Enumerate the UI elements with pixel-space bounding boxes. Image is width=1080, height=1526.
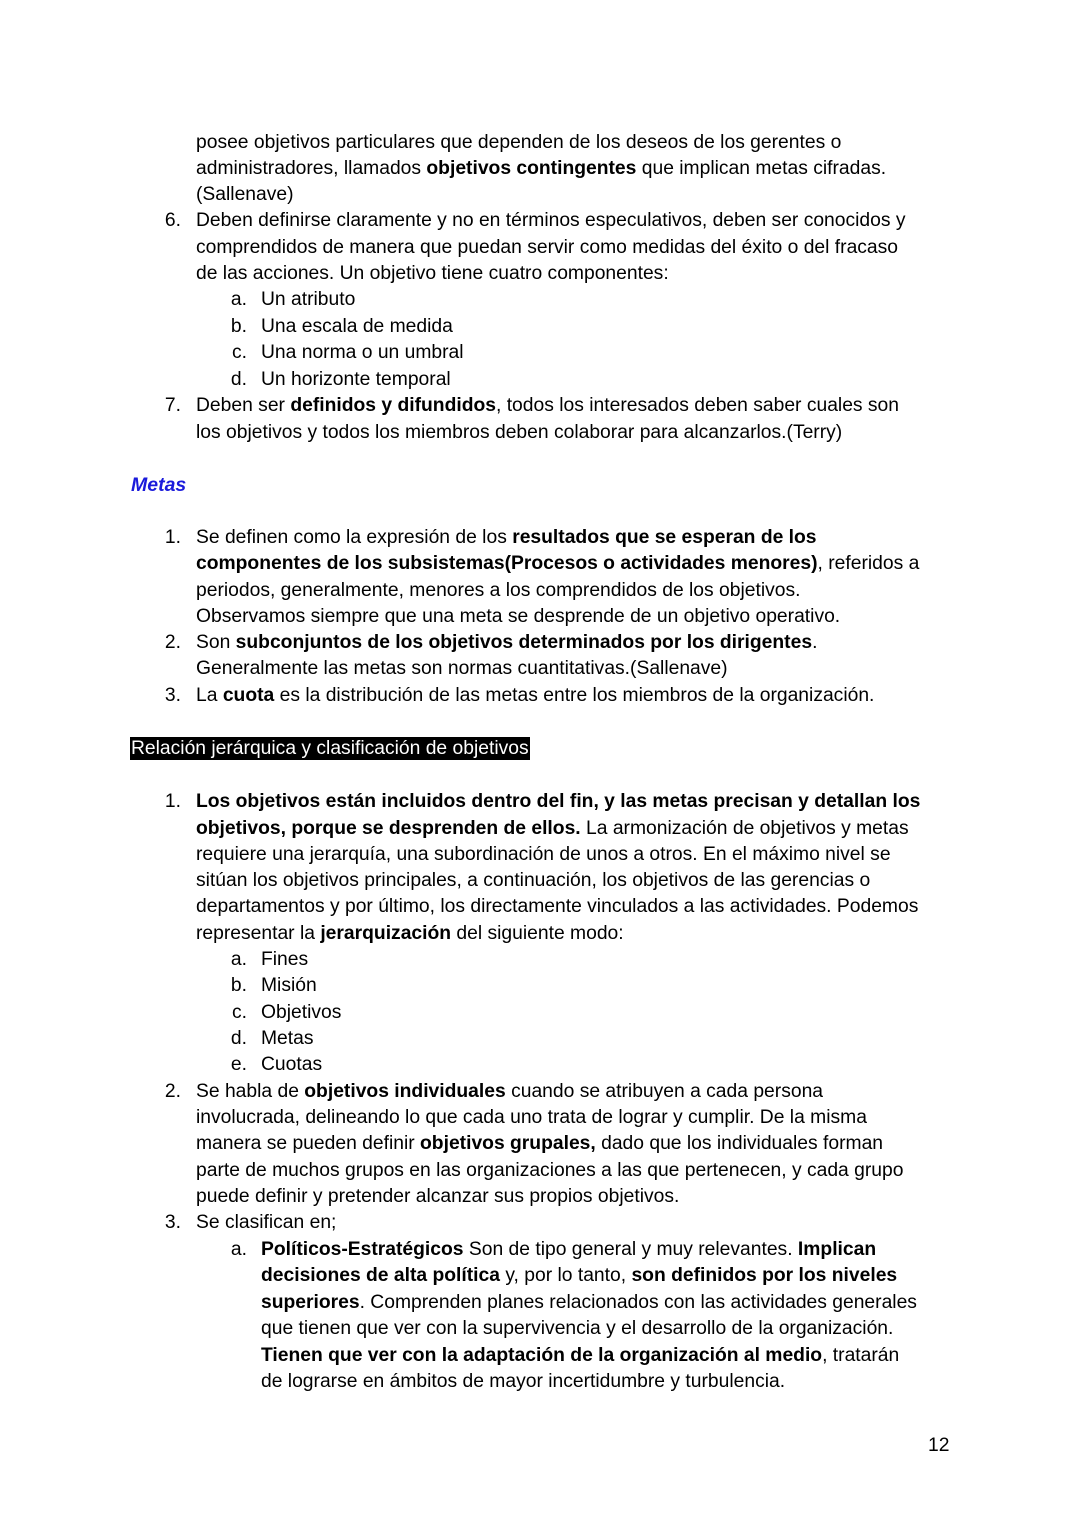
bold-text: objetivos grupales,	[420, 1133, 596, 1154]
text-line	[196, 395, 899, 417]
text-line	[261, 289, 355, 311]
list-marker: c.	[232, 342, 247, 363]
text-run: que implican metas cifradas.	[636, 158, 887, 179]
text-run: manera se pueden definir	[196, 1133, 421, 1154]
text-line	[196, 553, 919, 575]
bold-text: objetivos, porque se desprenden de ellos.	[196, 818, 581, 839]
bold-text: Los objetivos están incluidos dentro del fin, y las metas precisan y detallan los	[196, 791, 921, 812]
text-line	[261, 1054, 322, 1076]
text-line	[261, 1371, 785, 1393]
text-line	[196, 818, 909, 840]
bold-text: Políticos-Estratégicos	[261, 1239, 464, 1260]
text-line	[196, 1107, 867, 1129]
text-run: . Comprenden planes relacionados con las actividades generales	[359, 1292, 917, 1313]
text-line	[196, 632, 817, 654]
list-marker: 3.	[164, 685, 181, 706]
list-marker: 3.	[164, 1212, 181, 1233]
text-line	[261, 1345, 899, 1367]
text-line	[196, 791, 920, 813]
list-marker: 6.	[164, 210, 181, 231]
text-run: los objetivos y todos los miembros deben colaborar para alcanzarlos.(Terry)	[196, 422, 843, 443]
list-marker: 2.	[164, 632, 181, 653]
text-line	[261, 342, 464, 364]
text-run: Una norma o un umbral	[261, 342, 464, 363]
text-run: Se habla de	[196, 1081, 305, 1102]
text-line	[261, 316, 453, 338]
bold-text: cuota	[222, 685, 275, 706]
text-line	[196, 1186, 679, 1208]
text-line	[196, 237, 898, 259]
text-line	[196, 210, 906, 232]
bold-text: objetivos contingentes	[426, 158, 637, 179]
text-line	[261, 369, 451, 391]
text-line	[196, 527, 817, 549]
text-run: La	[196, 685, 223, 706]
text-line	[196, 923, 624, 945]
text-line	[261, 975, 317, 997]
text-run: y, por lo tanto,	[499, 1265, 632, 1286]
list-marker: b.	[230, 975, 247, 996]
text-run: Fines	[261, 949, 309, 970]
text-run: administradores, llamados	[196, 158, 427, 179]
list-marker: d.	[230, 1028, 247, 1049]
text-run: Deben definirse claramente y no en términos especulativos, deben ser conocidos y	[196, 210, 906, 231]
text-line	[196, 132, 841, 154]
text-line	[196, 422, 842, 444]
text-run: Son	[196, 632, 236, 653]
text-line	[196, 896, 918, 918]
text-line	[261, 949, 308, 971]
list-marker: 1.	[164, 791, 181, 812]
text-line	[196, 580, 801, 602]
list-marker: b.	[230, 316, 247, 337]
text-run: es la distribución de las metas entre los miembros de la organización.	[274, 685, 875, 706]
text-run: puede definir y pretender alcanzar sus propios objetivos.	[196, 1186, 680, 1207]
text-line	[196, 158, 886, 180]
list-marker: 2.	[164, 1081, 181, 1102]
text-line	[261, 1318, 893, 1340]
bold-text: son definidos por los niveles	[631, 1265, 898, 1286]
text-run: que tienen que ver con la supervivencia y el desarrollo de la organización.	[261, 1318, 894, 1339]
text-line	[261, 1239, 876, 1261]
text-line	[261, 1028, 314, 1050]
text-line	[261, 1265, 897, 1287]
bold-text: componentes de los subsistemas(Procesos o actividades menores)	[196, 553, 818, 574]
text-run: Son de tipo general y muy relevantes.	[463, 1239, 798, 1260]
text-line	[196, 870, 870, 892]
text-run: Objetivos	[261, 1002, 342, 1023]
text-run: Un horizonte temporal	[261, 369, 451, 390]
text-run: Misión	[261, 975, 317, 996]
bold-text: subconjuntos de los objetivos determinados por los dirigentes	[235, 632, 813, 653]
text-run: Se clasifican en;	[196, 1212, 337, 1233]
text-run: requiere una jerarquía, una subordinación de unos a otros. En el máximo nivel se	[196, 844, 891, 865]
text-run: comprendidos de manera que puedan servir como medidas del éxito o del fracaso	[196, 237, 899, 258]
text-run: cuando se atribuyen a cada persona	[505, 1081, 824, 1102]
text-line	[261, 1292, 917, 1314]
text-run: .	[812, 632, 818, 653]
bold-text: Tienen que ver con la adaptación de la organización al medio	[261, 1345, 823, 1366]
bold-text: resultados que se esperan de los	[512, 527, 817, 548]
text-run: , tratarán	[822, 1345, 900, 1366]
section-heading-metas: Metas	[131, 474, 187, 496]
text-run: involucrada, delineando lo que cada uno trata de lograr y cumplir. De la misma	[196, 1107, 867, 1128]
text-run: Observamos siempre que una meta se desprende de un objetivo operativo.	[196, 606, 841, 627]
text-run: , referidos a	[817, 553, 920, 574]
bold-text: definidos y difundidos	[290, 395, 496, 416]
text-line	[196, 1212, 336, 1234]
text-line	[196, 844, 891, 866]
bold-text: decisiones de alta política	[261, 1265, 500, 1286]
list-marker: c.	[232, 1002, 247, 1023]
text-run: de lograrse en ámbitos de mayor incertidumbre y turbulencia.	[261, 1371, 786, 1392]
text-run: del siguiente modo:	[451, 923, 624, 944]
list-marker: e.	[230, 1054, 247, 1075]
text-line	[196, 606, 840, 628]
bold-text: Implican	[797, 1239, 877, 1260]
text-run: Deben ser	[196, 395, 291, 416]
text-line	[196, 263, 669, 285]
list-marker: d.	[230, 369, 247, 390]
text-line	[196, 685, 874, 707]
text-line	[196, 1160, 903, 1182]
text-run: representar la	[196, 923, 321, 944]
text-run: departamentos y por último, los directamente vinculados a las actividades. Podemos	[196, 896, 919, 917]
text-line	[196, 184, 294, 206]
list-marker: a.	[230, 1239, 247, 1260]
text-run: sitúan los objetivos principales, a continuación, los objetivos de las gerencias o	[196, 870, 871, 891]
section-heading-relacion: Relación jerárquica y clasificación de objetivos	[131, 738, 529, 759]
text-run: dado que los individuales forman	[595, 1133, 884, 1154]
text-run: Una escala de medida	[261, 316, 453, 337]
text-run: Se definen como la expresión de los	[196, 527, 513, 548]
text-run: Un atributo	[261, 289, 356, 310]
text-run: de las acciones. Un objetivo tiene cuatro componentes:	[196, 263, 669, 284]
text-run: Cuotas	[261, 1054, 323, 1075]
text-run: Metas	[261, 1028, 314, 1049]
page-number: 12	[928, 1435, 950, 1456]
text-run: posee objetivos particulares que dependen de los deseos de los gerentes o	[196, 132, 842, 153]
text-line	[196, 1133, 883, 1155]
text-line	[196, 1081, 823, 1103]
text-run: , todos los interesados deben saber cuales son	[495, 395, 900, 416]
list-marker: a.	[230, 949, 247, 970]
bold-text: jerarquización	[320, 923, 452, 944]
text-run: La armonización de objetivos y metas	[580, 818, 909, 839]
text-run: (Sallenave)	[196, 184, 294, 205]
bold-text: objetivos individuales	[304, 1081, 506, 1102]
bold-text: superiores	[261, 1292, 360, 1313]
list-marker: a.	[230, 289, 247, 310]
list-marker: 7.	[164, 395, 181, 416]
text-run: parte de muchos grupos en las organizaciones a las que pertenecen, y cada grupo	[196, 1160, 904, 1181]
text-run: Generalmente las metas son normas cuantitativas.(Sallenave)	[196, 658, 728, 679]
text-line	[196, 658, 728, 680]
text-run: periodos, generalmente, menores a los comprendidos de los objetivos.	[196, 580, 801, 601]
text-line	[261, 1002, 341, 1024]
list-marker: 1.	[164, 527, 181, 548]
